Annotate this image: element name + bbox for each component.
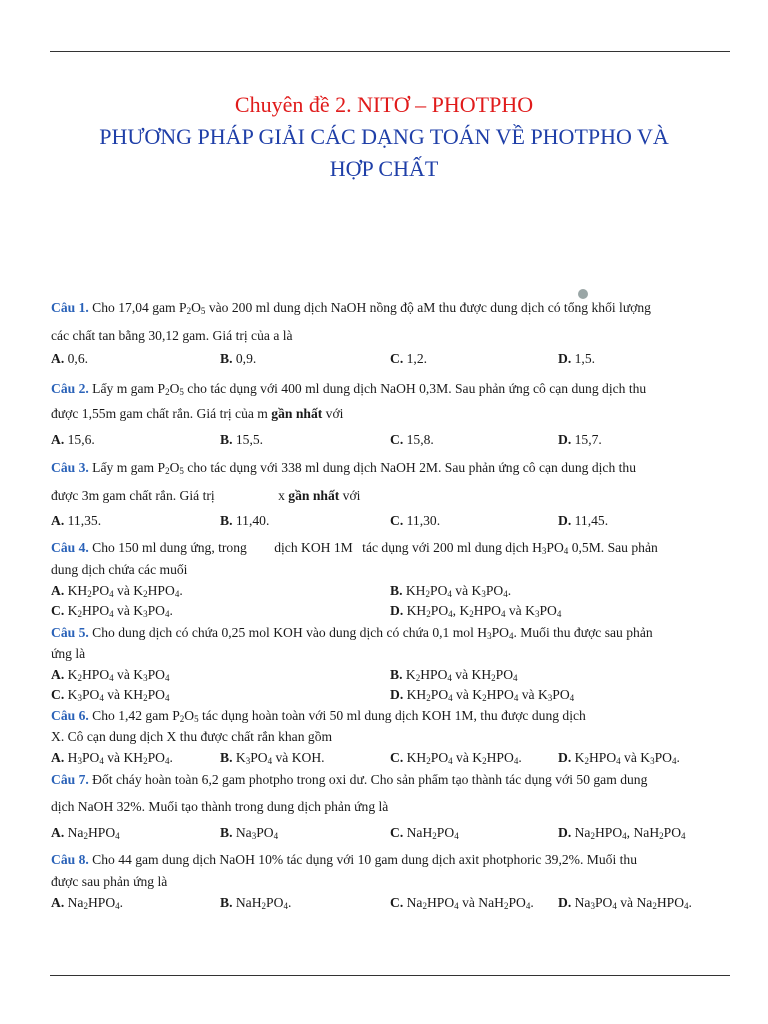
question-8-option-d[interactable]: D. $Na_3PO_4$ và $Na_2HPO_4$. <box>558 895 692 911</box>
question-3-option-c[interactable]: C. 11,30. <box>390 513 441 528</box>
question-4-option-a[interactable]: A. $KH_2PO_4$ và $K_2HPO_4$. <box>51 583 183 599</box>
question-7-option-c[interactable]: C. $NaH_2PO_4$ <box>390 825 459 841</box>
question-5-option-b[interactable]: B. $K_2HPO_4$ và $KH_2PO_4$ <box>390 667 518 683</box>
question-label: Câu 8. <box>51 852 89 867</box>
question-2-option-d[interactable]: D. 15,7. <box>558 432 602 447</box>
question-7-option-a[interactable]: A. $Na_2HPO_4$ <box>51 825 120 841</box>
subtitle-line-2: HỢP CHẤT <box>329 156 439 181</box>
question-2-option-b[interactable]: B. 15,5. <box>220 432 264 447</box>
question-2-line-1: Câu 2. Lấy m gam $P_2O_5$ cho tác dụng với 400 ml dung dịch NaOH 0,3M. Sau phản ứng cô cạn dung dịch thu <box>51 381 647 397</box>
question-4-option-c[interactable]: C. $K_2HPO_4$ và $K_3PO_4$. <box>51 603 173 619</box>
question-label: Câu 2. <box>51 381 89 396</box>
question-7-line-2: dịch NaOH 32%. Muối tạo thành trong dung dịch phản ứng là <box>51 799 389 814</box>
question-4-line-1: Câu 4. Cho 150 ml dung ứng, trong dịch KOH 1M tác dụng với 200 ml dung dịch $H_3PO_4$ 0,5M. Sau phản <box>51 540 658 556</box>
question-label: Câu 7. <box>51 772 89 787</box>
question-1-option-b[interactable]: B. 0,9. <box>220 351 257 366</box>
question-1-option-c[interactable]: C. 1,2. <box>390 351 428 366</box>
question-1-line-2: các chất tan bằng 30,12 gam. Giá trị của a là <box>51 328 293 343</box>
question-label: Câu 6. <box>51 708 89 723</box>
question-4-line-2: dung dịch chứa các muối <box>51 562 188 577</box>
page-title: Chuyên đề 2. NITƠ – PHOTPHO <box>234 92 534 117</box>
question-6-option-d[interactable]: D. $K_2HPO_4$ và $K_3PO_4$. <box>558 750 680 766</box>
question-5-option-a[interactable]: A. $K_2HPO_4$ và $K_3PO_4$ <box>51 667 170 683</box>
question-2-option-c[interactable]: C. 15,8. <box>390 432 434 447</box>
question-6-option-c[interactable]: C. $KH_2PO_4$ và $K_2HPO_4$. <box>390 750 522 766</box>
question-3-option-a[interactable]: A. 11,35. <box>51 513 102 528</box>
top-rule <box>50 51 730 52</box>
question-2-line-2: được 1,55m gam chất rắn. Giá trị của m gần nhất với <box>51 406 344 421</box>
question-8-line-1: Câu 8. Cho 44 gam dung dịch NaOH 10% tác dụng với 10 gam dung dịch axit photphoric 39,2%. Muối thu <box>51 852 638 867</box>
question-5-option-c[interactable]: C. $K_3PO_4$ và $KH_2PO_4$ <box>51 687 170 703</box>
question-6-option-a[interactable]: A. $H_3PO_4$ và $KH_2PO_4$. <box>51 750 173 766</box>
question-label: Câu 4. <box>51 540 89 555</box>
question-label: Câu 3. <box>51 460 89 475</box>
question-3-option-d[interactable]: D. 11,45. <box>558 513 609 528</box>
question-4-option-b[interactable]: B. $KH_2PO_4$ và $K_3PO_4$. <box>390 583 512 599</box>
question-1-line-1: Câu 1. Cho 17,04 gam $P_2O_5$ vào 200 ml dung dịch NaOH nồng độ aM thu được dung dịch có tổng khối lượng <box>51 300 651 316</box>
question-5-option-d[interactable]: D. $KH_2PO_4$ và $K_2HPO_4$ và $K_3PO_4$ <box>390 687 575 703</box>
question-7-line-1: Câu 7. Đốt cháy hoàn toàn 6,2 gam photpho trong oxi dư. Cho sản phẩm tạo thành tác dụng với 50 gam dung <box>51 772 648 787</box>
question-2-option-a[interactable]: A. 15,6. <box>51 432 95 447</box>
question-7-option-d[interactable]: D. $Na_2HPO_4$, $NaH_2PO_4$ <box>558 825 686 841</box>
question-5-line-1: Câu 5. Cho dung dịch có chứa 0,25 mol KOH vào dung dịch có chứa 0,1 mol $H_3PO_4$. Muối thu được sau phản <box>51 625 653 641</box>
marker-dot-icon <box>578 289 588 299</box>
question-6-line-2: X. Cô cạn dung dịch X thu được chất rắn khan gồm <box>51 729 333 744</box>
question-7-option-b[interactable]: B. $Na_3PO_4$ <box>220 825 279 841</box>
question-4-option-d[interactable]: D. $KH_2PO_4$, $K_2HPO_4$ và $K_3PO_4$ <box>390 603 562 619</box>
question-5-line-2: ứng là <box>51 646 86 661</box>
question-1-option-a[interactable]: A. 0,6. <box>51 351 89 366</box>
question-8-option-b[interactable]: B. $NaH_2PO_4$. <box>220 895 292 911</box>
question-3-option-b[interactable]: B. 11,40. <box>220 513 270 528</box>
question-label: Câu 1. <box>51 300 89 315</box>
question-8-option-a[interactable]: A. $Na_2HPO_4$. <box>51 895 124 911</box>
question-8-line-2: được sau phản ứng là <box>51 874 168 889</box>
question-8-option-c[interactable]: C. $Na_2HPO_4$ và $NaH_2PO_4$. <box>390 895 534 911</box>
question-1-option-d[interactable]: D. 1,5. <box>558 351 596 366</box>
question-3-line-1: Câu 3. Lấy m gam $P_2O_5$ cho tác dụng với 338 ml dung dịch NaOH 2M. Sau phản ứng cô cạn dung dịch thu <box>51 460 637 476</box>
page-subtitle <box>40 121 728 185</box>
question-6-option-b[interactable]: B. $K_3PO_4$ và KOH. <box>220 750 325 766</box>
question-label: Câu 5. <box>51 625 89 640</box>
question-3-line-2: được 3m gam chất rắn. Giá trị x gần nhất với <box>51 488 361 503</box>
bottom-rule <box>50 975 730 976</box>
subtitle-line-1: PHƯƠNG PHÁP GIẢI CÁC DẠNG TOÁN VỀ PHOTPHO VÀ <box>99 124 669 149</box>
question-6-line-1: Câu 6. Cho 1,42 gam $P_2O_5$ tác dụng hoàn toàn với 50 ml dung dịch KOH 1M, thu được dung dịch <box>51 708 586 724</box>
